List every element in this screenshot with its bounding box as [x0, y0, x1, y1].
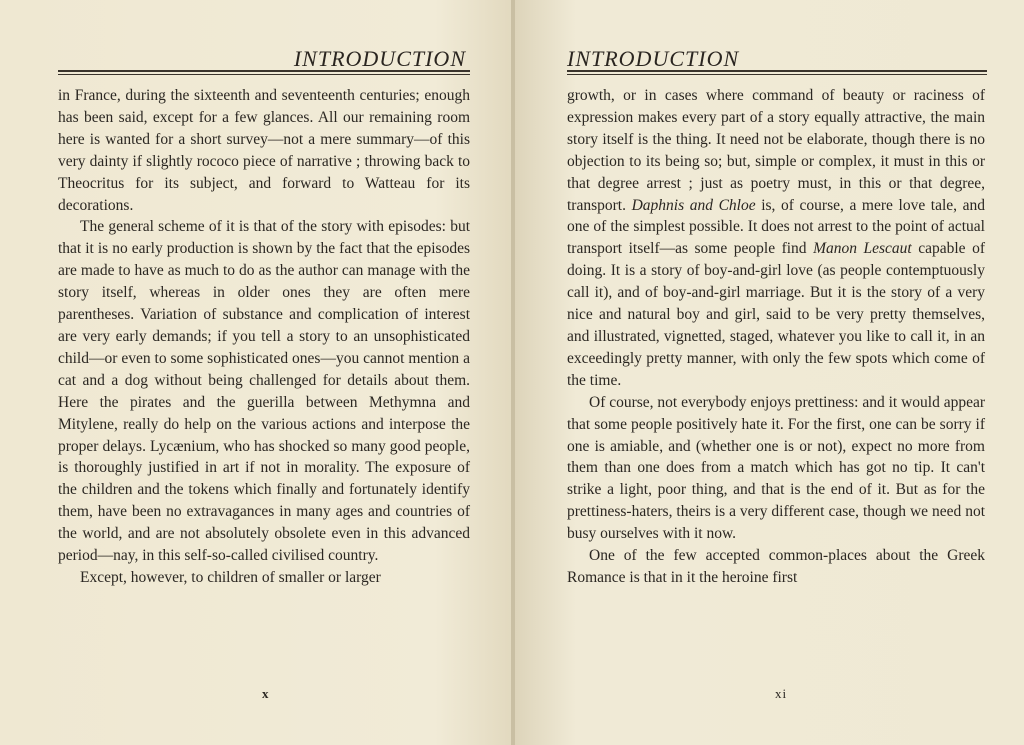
- paragraph-text: capable of doing. It is a story of boy-and-girl love (as people contemptuously call it), and of boy-and-girl marriage. But it is the story of a very nice and natural boy and girl, said to be very pretty themselves, and illustrated, vignetted, staged, whatever you like to call it, in an exceedingly pretty manner, with only the few spots which come of the time.: [567, 240, 985, 389]
- paragraph: Of course, not everybody enjoys prettiness: and it would appear that some people positively hate it. For the first, one can be sorry if one is amiable, and (whether one is or not), expect no more from them than one does from a match which has got no tip. It can't strike a light, poor thing, and that is the end of it. But as for the prettiness-haters, theirs is a very different case, though we need not busy ourselves with it now.: [567, 393, 986, 543]
- body-text: [567, 85, 985, 589]
- paragraph: One of the few accepted common-places about the Greek Romance is that in it the heroine first: [567, 547, 985, 586]
- page-number: xi: [775, 686, 788, 701]
- paragraph: [567, 85, 985, 392]
- page-number: x: [262, 686, 270, 701]
- right-page: [515, 0, 1024, 745]
- title-manon-lescaut: Manon Lescaut: [813, 240, 912, 258]
- body-text: [58, 85, 470, 589]
- running-header: INTRODUCTION: [293, 46, 466, 71]
- header-rule: [58, 70, 470, 75]
- paragraph-text: is, of course, a mere love tale, and one of the simplest possible. It does not arrest to the point of actual transport itself—as some people find: [567, 196, 986, 258]
- paragraph-text: growth, or in cases where command of beauty or raciness of expression makes every part of a story equally attractive, the main story itself is the thing. It need not be elaborate, though there is no objection to its being so; but, simple or complex, it must in this or that degree arrest ; just as poetry must, in this or that degree, transport.: [567, 87, 985, 214]
- paragraph: in France, during the sixteenth and seventeenth centuries; enough has been said, except for a few glances. All our remaining room here is wanted for a short survey—not a mere summary—of this very dainty if slightly rococo piece of narrative ; throwing back to Theocritus for its subject, and forward to Watteau for its decorations.: [58, 87, 470, 214]
- running-header: INTRODUCTION: [567, 46, 740, 71]
- paragraph: The general scheme of it is that of the story with episodes: but that it is no early production is shown by the fact that the episodes are made to have as much to do as the author can manage with the story itself, whereas in older ones they are often mere parentheses. Variation of substance and complication of interest are very early demands; if you tell a story to an unsophisticated child—or even to some sophisticated ones—you cannot mention a cat and a dog without being challenged for details about them. Here the pirates and the guerilla between Methymna and Mitylene, really do help on the various actions and interpose the proper delays. Lycænium, who has shocked so many good people, is thoroughly justified in art if not in morality. The exposure of the children and the tokens which finally and fortunately identify them, have been no extravagances in many ages and countries of the world, and are not absolutely obsolete even in this advanced period—nay, in this self-so-called civilised country.: [58, 218, 470, 565]
- title-daphnis-and-chloe: Daphnis and Chloe: [631, 196, 756, 214]
- paragraph: Except, however, to children of smaller or larger: [80, 568, 381, 586]
- header-rule: [567, 70, 987, 75]
